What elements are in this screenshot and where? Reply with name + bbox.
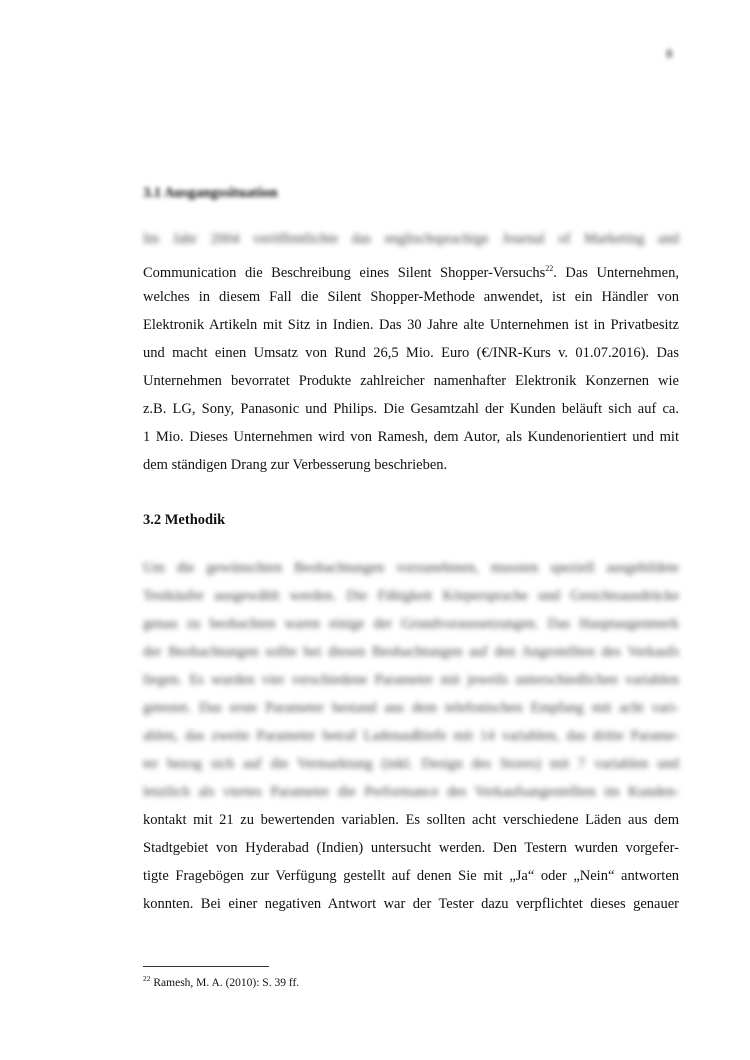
paragraph-line: kontakt mit 21 zu bewertenden variablen. Es sollten acht verschiedene Läden aus dem	[143, 812, 679, 828]
paragraph-line: letztlich als viertes Parameter die Performance des Verkaufsangestellten im Kunden-	[143, 784, 679, 800]
paragraph-line: Elektronik Artikeln mit Sitz in Indien. Das 30 Jahre alte Unternehmen ist in Privatbesitz	[143, 317, 679, 333]
footnote-text: Ramesh, M. A. (2010): S. 39 ff.	[153, 976, 300, 989]
paragraph-line: und macht einen Umsatz von Rund 26,5 Mio. Euro (€/INR-Kurs v. 01.07.2016). Das	[143, 345, 679, 361]
paragraph-line: 1 Mio. Dieses Unternehmen wird von Ramesh, dem Autor, als Kundenorientiert und mit	[143, 429, 679, 445]
paragraph-line: liegen. Es wurden vier verschiedene Parameter mit jeweils unterschiedlichen variablen	[143, 672, 679, 688]
section-heading-ausgangssituation: 3.1 Ausgangssituation	[143, 185, 278, 201]
paragraph-line: ter bezog sich auf die Vermarktung (inkl. Design des Stores) mit 7 variablen und	[143, 756, 679, 772]
footnote	[143, 974, 299, 989]
paragraph-line: genau zu beobachten waren einige der Grundvoraussetzungen. Das Hauptaugenmerk	[143, 616, 679, 632]
paragraph-line: Stadtgebiet von Hyderabad (Indien) untersucht werden. Den Testern wurden vorgefer-	[143, 840, 679, 856]
paragraph-line: welches in diesem Fall die Silent Shopper-Methode anwendet, ist ein Händler von	[143, 289, 679, 305]
paragraph-line: Unternehmen bevorratet Produkte zahlreicher namenhafter Elektronik Konzernen wie	[143, 373, 679, 389]
paragraph-line: dem ständigen Drang zur Verbesserung beschrieben.	[143, 457, 448, 473]
paragraph-line: z.B. LG, Sony, Panasonic und Philips. Die Gesamtzahl der Kunden beläuft sich auf ca.	[143, 401, 679, 417]
paragraph-line: konnten. Bei einer negativen Antwort war der Tester dazu verpflichtet dieses genauer	[143, 896, 679, 912]
page-number: 8	[666, 46, 673, 61]
paragraph-line: Communication die Beschreibung eines Silent Shopper-Versuchs$^{22}$. Das Unternehmen,	[143, 264, 679, 281]
paragraph-line: der Beobachtungen sollte bei diesen Beobachtungen auf den Angestellten des Verkaufs	[143, 644, 679, 660]
paragraph-line: ablen, das zweite Parameter betraf Ladenaußtiefe mit 14 variablen, das dritte Parame-	[143, 728, 679, 744]
section-heading-methodik: 3.2 Methodik	[143, 512, 226, 528]
paragraph-line: getestet. Das erste Parameter bestand aus dem telefonischen Empfang mit acht vari-	[143, 700, 679, 716]
paragraph-line: Um die gewünschten Beobachtungen vorzunehmen, mussten speziell ausgebildete	[143, 560, 679, 576]
paragraph-line: Testkäufer ausgewählt werden. Die Fähigkeit Körpersprache und Gesichtsausdrücke	[143, 588, 679, 604]
footnote-separator	[143, 966, 269, 967]
footnote-reference: 22	[545, 264, 554, 273]
footnote-number: 22	[143, 974, 151, 983]
paragraph-line: Im Jahr 2004 veröffentlichte das englischsprachige Journal of Marketing and	[143, 231, 679, 247]
paragraph-line: tigte Fragebögen zur Verfügung gestellt auf denen Sie mit „Ja“ oder „Nein“ antworten	[143, 868, 679, 884]
